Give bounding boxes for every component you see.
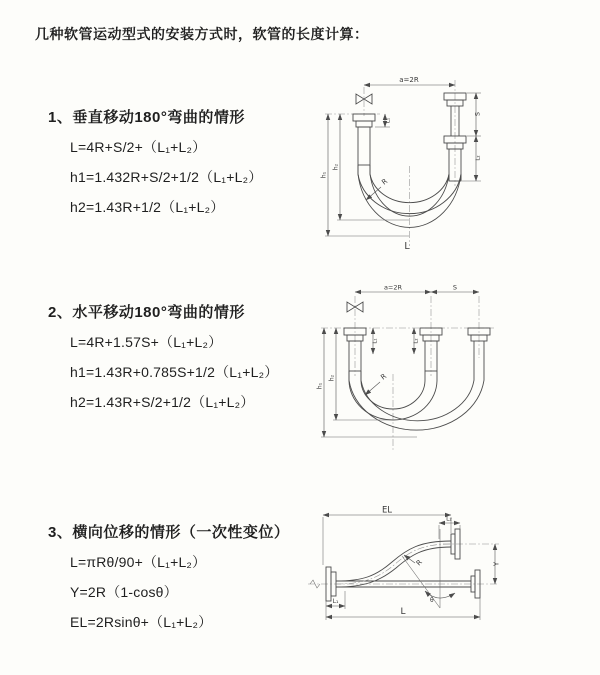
dimension-travel-end2: [462, 93, 482, 181]
section-2-formula-h1: h1=1.43R+0.785S+1/2（L₁+L₂）: [70, 364, 279, 380]
dim-label-length: L: [404, 241, 410, 252]
radius-callout: [404, 555, 424, 567]
section-1-heading: 1、垂直移动180°弯曲的情形: [48, 109, 245, 126]
centerlines: [321, 296, 494, 452]
dim-label-l1: L₁: [332, 598, 339, 605]
dim-label-theta: θ: [430, 597, 434, 604]
dimension-end1: [375, 114, 392, 127]
dim-label-h1: h₁: [316, 382, 324, 390]
dimension-el: [323, 506, 451, 566]
radius-callout: [365, 372, 388, 395]
dimension-span-travel: [355, 284, 479, 292]
dimension-heights: [321, 114, 410, 236]
section-1: [48, 106, 262, 217]
section-3-formula-Y: Y=2R（1-cosθ）: [70, 584, 178, 600]
dimension-span: [364, 76, 455, 85]
dimension-offset: [493, 544, 501, 584]
dim-label-l1: L₁: [372, 338, 379, 344]
centerlines: [325, 80, 455, 246]
dimension-length: [326, 598, 480, 620]
dim-label-l2: L₂: [446, 515, 452, 523]
dim-label-l1: L₁: [385, 117, 392, 124]
dim-label-r: R: [380, 177, 390, 187]
dim-label-length: L: [400, 607, 406, 617]
section-2: [48, 301, 278, 412]
dim-label-l2: L₂: [413, 338, 420, 344]
dim-label-r: R: [379, 372, 389, 382]
dim-label-y: Y: [492, 561, 501, 567]
dim-label-s: S: [452, 284, 458, 292]
dim-label-h2: h₂: [332, 163, 340, 171]
dim-label-h2: h₂: [328, 374, 336, 382]
left-fitting: [353, 114, 375, 165]
diagram-lateral-displacement: [303, 503, 505, 665]
section-2-formula-h2: h2=1.43R+S/2+1/2（L₁+L₂）: [70, 394, 255, 410]
section-3-heading: 3、横向位移的情形（一次性变位）: [48, 524, 290, 541]
hose-displaced-position: [336, 541, 451, 587]
section-1-formula-L: L=4R+S/2+（L₁+L₂）: [70, 139, 207, 155]
dim-label-el: EL: [381, 505, 393, 516]
section-2-formula-L: L=4R+1.57S+（L₁+L₂）: [70, 334, 223, 350]
page-title: 几种软管运动型式的安装方式时，软管的长度计算：: [35, 26, 369, 42]
dim-label-r: R: [414, 558, 424, 568]
diagram-vertical-180-bend: [318, 74, 504, 260]
dim-label-span: a=2R: [383, 284, 403, 292]
section-1-formula-h1: h1=1.432R+S/2+1/2（L₁+L₂）: [70, 169, 263, 185]
dimension-end1: [326, 591, 345, 609]
dimension-end2: [439, 516, 460, 540]
dim-label-h1: h₁: [320, 171, 328, 179]
diagram-horizontal-180-bend: [316, 284, 508, 470]
dim-label-s: S: [473, 111, 482, 117]
section-3: [48, 521, 289, 632]
dimension-end-lengths: [373, 328, 420, 354]
section-1-formula-h2: h2=1.43R+1/2（L₁+L₂）: [70, 199, 225, 215]
dim-label-l2: L₂: [475, 155, 482, 161]
section-2-heading: 2、水平移动180°弯曲的情形: [48, 304, 245, 321]
dim-label-span: a=2R: [399, 76, 419, 84]
section-3-formula-EL: EL=2Rsinθ+（L₁+L₂）: [70, 614, 213, 630]
section-3-formula-L: L=πRθ/90+（L₁+L₂）: [70, 554, 207, 570]
dimension-heights: [317, 328, 418, 437]
